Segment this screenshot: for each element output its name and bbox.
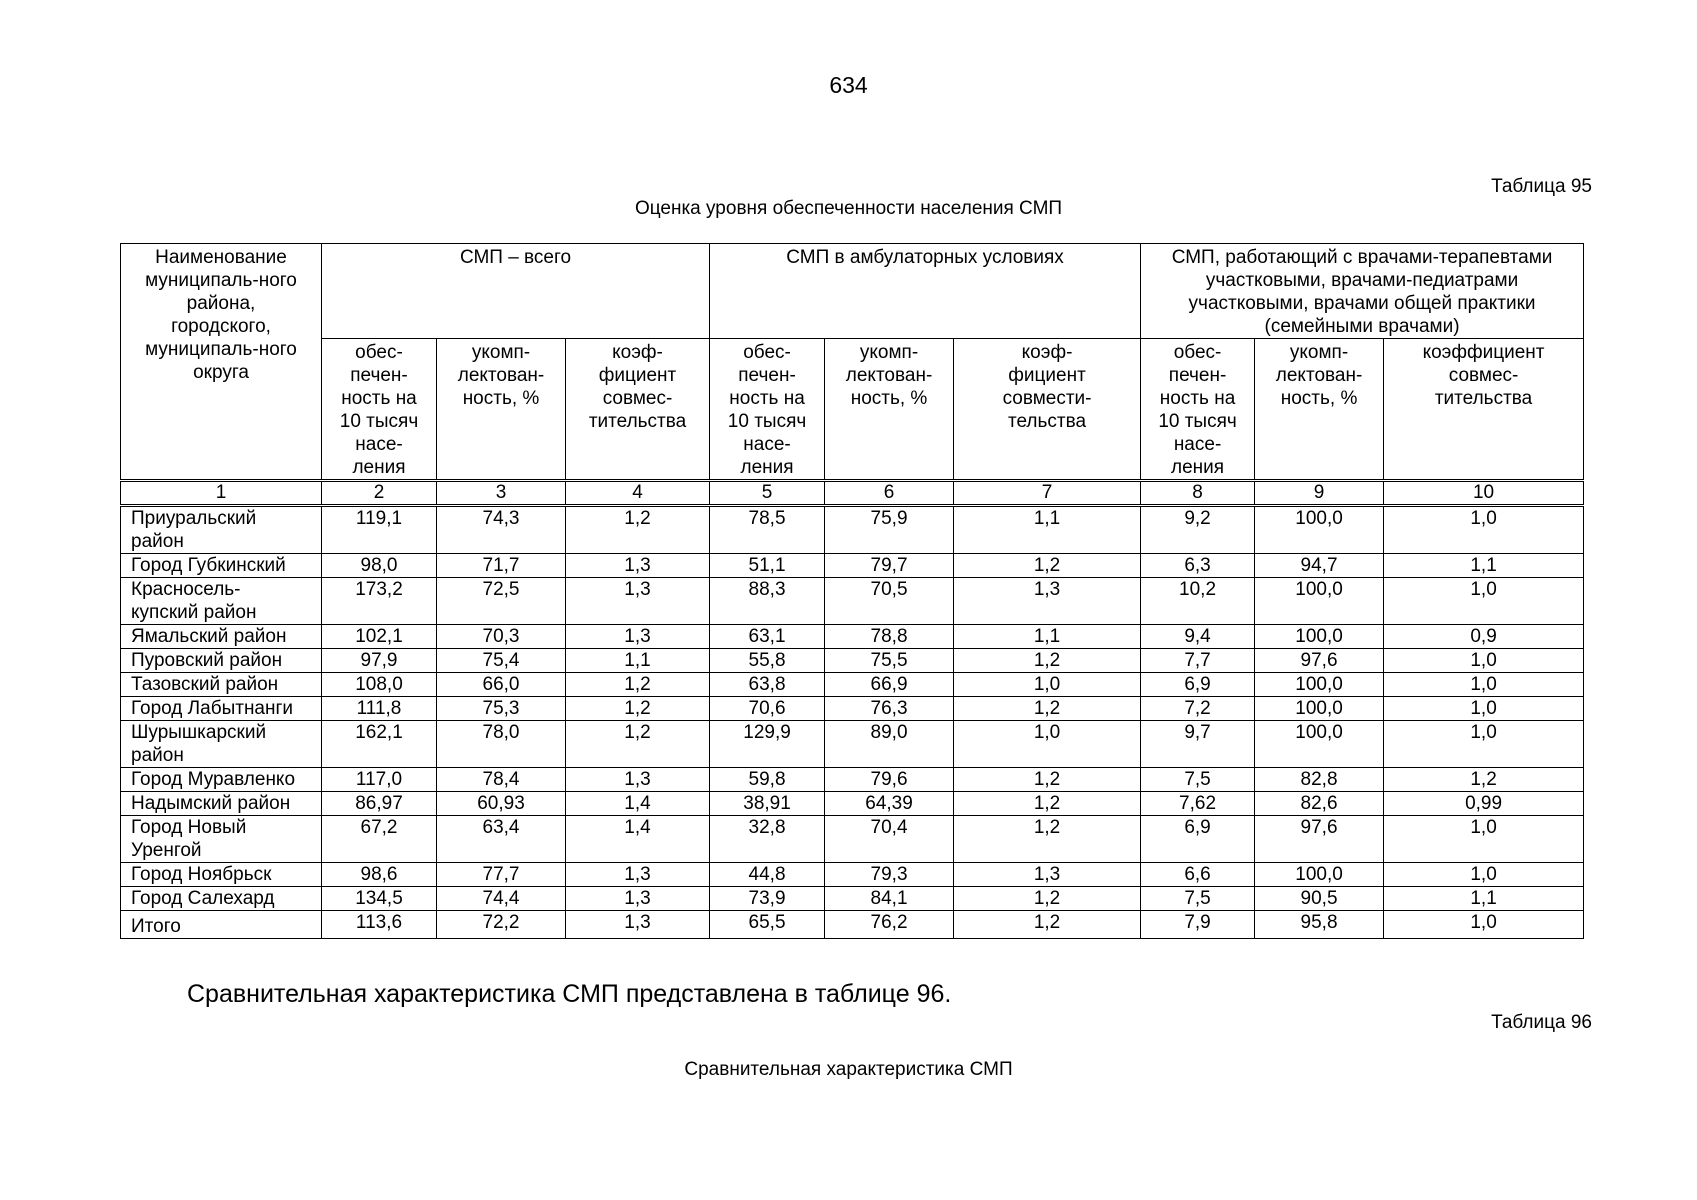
row-value-cell: 78,5 (710, 506, 825, 554)
cell-text-line: ления (740, 457, 794, 478)
row-value-cell: 71,7 (437, 554, 566, 578)
cell-text-line: коэффициент (1422, 342, 1545, 363)
cell-text-line: СМП – всего (459, 247, 572, 268)
subheader-provision-2 (710, 339, 825, 481)
row-value-cell: 63,8 (710, 673, 825, 697)
row-value-cell: 79,6 (825, 768, 954, 792)
cell-text-line: укомп- (859, 342, 919, 363)
cell-text-line: ления (352, 457, 406, 478)
row-value-cell: 1,2 (954, 768, 1141, 792)
cell-text-line: Наименование (155, 247, 287, 268)
row-value-cell: 100,0 (1255, 697, 1384, 721)
cell-text-line: Итого (131, 916, 181, 937)
row-name-cell (121, 792, 322, 816)
row-value-cell: 1,1 (1384, 554, 1584, 578)
row-value-cell: 1,0 (1384, 649, 1584, 673)
row-value-cell: 1,0 (954, 721, 1141, 768)
row-value-cell: 162,1 (322, 721, 437, 768)
cell-text-line: Город Муравленко (131, 769, 296, 790)
row-value-cell: 1,3 (566, 768, 710, 792)
cell-text-line: участковыми, врачами общей практики (1188, 293, 1536, 314)
row-name-cell (121, 863, 322, 887)
row-name-cell (121, 625, 322, 649)
cell-text-line: Уренгой (131, 840, 202, 861)
row-value-cell: 7,62 (1141, 792, 1255, 816)
row-value-cell: 117,0 (322, 768, 437, 792)
cell-text-line: 10 тысяч (339, 411, 419, 432)
row-value-cell: 63,1 (710, 625, 825, 649)
row-value-cell: 100,0 (1255, 625, 1384, 649)
row-name-cell (121, 721, 322, 768)
cell-text-line: Надымский район (131, 793, 291, 814)
row-value-cell: 1,0 (1384, 506, 1584, 554)
row-value-cell: 1,4 (566, 816, 710, 863)
cell-text-line: коэф- (612, 342, 663, 363)
row-value-cell: 1,3 (566, 863, 710, 887)
row-value-cell: 1,0 (1384, 673, 1584, 697)
row-value-cell: 77,7 (437, 863, 566, 887)
cell-text-line: лектован- (845, 365, 933, 386)
row-value-cell: 1,3 (566, 911, 710, 939)
row-value-cell: 7,5 (1141, 768, 1255, 792)
row-value-cell: 1,2 (954, 697, 1141, 721)
row-value-cell: 1,2 (1384, 768, 1584, 792)
row-value-cell: 1,1 (954, 625, 1141, 649)
cell-text-line: района, (186, 293, 256, 314)
row-value-cell: 1,2 (566, 721, 710, 768)
column-number-cell: 7 (954, 481, 1141, 506)
row-value-cell: 38,91 (710, 792, 825, 816)
row-value-cell: 10,2 (1141, 578, 1255, 625)
row-value-cell: 98,0 (322, 554, 437, 578)
subheader-coefficient-3 (1384, 339, 1584, 481)
subheader-coefficient-2 (954, 339, 1141, 481)
header-name-column (121, 244, 322, 481)
cell-text-line: район (131, 531, 184, 552)
row-value-cell: 102,1 (322, 625, 437, 649)
cell-text-line: муниципаль-ного (145, 270, 297, 291)
row-value-cell: 100,0 (1255, 863, 1384, 887)
row-value-cell: 1,0 (1384, 863, 1584, 887)
row-value-cell: 6,9 (1141, 816, 1255, 863)
table-row (121, 887, 1584, 911)
row-value-cell: 1,3 (566, 625, 710, 649)
row-value-cell: 78,4 (437, 768, 566, 792)
subheader-coefficient-1 (566, 339, 710, 481)
cell-text-line: тительства (1434, 388, 1533, 409)
row-value-cell: 9,7 (1141, 721, 1255, 768)
row-name-cell (121, 578, 322, 625)
cell-text-line: печен- (1168, 365, 1227, 386)
cell-text-line: тельства (1008, 411, 1087, 432)
cell-text-line: тительства (588, 411, 687, 432)
row-value-cell: 78,8 (825, 625, 954, 649)
row-value-cell: 100,0 (1255, 673, 1384, 697)
row-value-cell: 1,0 (1384, 911, 1584, 939)
row-value-cell: 134,5 (322, 887, 437, 911)
cell-text-line: насе- (355, 434, 403, 455)
row-value-cell: 113,6 (322, 911, 437, 939)
row-value-cell: 1,0 (1384, 578, 1584, 625)
row-value-cell: 78,0 (437, 721, 566, 768)
body-paragraph: Сравнительная характеристика СМП представлена в таблице 96. (187, 980, 952, 1008)
subheader-staffing-3 (1255, 339, 1384, 481)
row-value-cell: 70,3 (437, 625, 566, 649)
page-number: 634 (829, 72, 868, 98)
cell-text-line: Город Губкинский (131, 555, 286, 576)
row-value-cell: 1,2 (566, 506, 710, 554)
row-name-cell (121, 697, 322, 721)
subheader-staffing-2 (825, 339, 954, 481)
row-name-cell (121, 768, 322, 792)
row-value-cell: 75,9 (825, 506, 954, 554)
row-value-cell: 1,1 (566, 649, 710, 673)
cell-text-line: насе- (1173, 434, 1222, 455)
row-value-cell: 75,4 (437, 649, 566, 673)
row-value-cell: 7,9 (1141, 911, 1255, 939)
header-group-smp-total (322, 244, 710, 339)
cell-text-line: обес- (743, 342, 791, 363)
header-row-groups (121, 244, 1584, 339)
cell-text-line: СМП, работающий с врачами-терапевтами (1171, 247, 1553, 268)
cell-text-line: обес- (355, 342, 403, 363)
header-row-column-numbers (121, 481, 1584, 506)
row-value-cell: 74,3 (437, 506, 566, 554)
row-value-cell: 60,93 (437, 792, 566, 816)
column-number-cell: 8 (1141, 481, 1255, 506)
column-number-cell: 2 (322, 481, 437, 506)
table-96-title: Сравнительная характеристика СМП (684, 1059, 1013, 1080)
cell-text-line: Красносель- (131, 579, 241, 600)
row-value-cell: 67,2 (322, 816, 437, 863)
cell-text-line: ность на (729, 388, 805, 409)
cell-text-line: ность, % (1280, 388, 1358, 409)
row-value-cell: 76,3 (825, 697, 954, 721)
column-number-cell: 9 (1255, 481, 1384, 506)
row-name-cell (121, 887, 322, 911)
row-name-cell (121, 506, 322, 554)
row-value-cell: 1,3 (566, 554, 710, 578)
cell-text-line: муниципаль-ного (145, 339, 297, 360)
row-value-cell: 65,5 (710, 911, 825, 939)
row-value-cell: 7,2 (1141, 697, 1255, 721)
cell-text-line: Пуровский район (131, 650, 283, 671)
header-group-smp-outpatient (710, 244, 1141, 339)
table-row (121, 625, 1584, 649)
cell-text-line: совмес- (1448, 365, 1519, 386)
row-value-cell: 59,8 (710, 768, 825, 792)
cell-text-line: (семейными врачами) (1264, 316, 1460, 337)
cell-text-line: 10 тысяч (727, 411, 807, 432)
cell-text-line: Город Салехард (131, 888, 275, 909)
row-value-cell: 1,2 (954, 887, 1141, 911)
cell-text-line: лектован- (1275, 365, 1363, 386)
cell-text-line: район (131, 745, 184, 766)
table-95-label: Таблица 95 (1491, 176, 1592, 197)
column-number-cell: 6 (825, 481, 954, 506)
row-value-cell: 1,2 (954, 554, 1141, 578)
row-value-cell: 64,39 (825, 792, 954, 816)
row-value-cell: 70,5 (825, 578, 954, 625)
row-name-cell (121, 911, 322, 939)
row-value-cell: 1,0 (1384, 816, 1584, 863)
table-row (121, 863, 1584, 887)
cell-text-line: укомп- (471, 342, 531, 363)
row-value-cell: 94,7 (1255, 554, 1384, 578)
cell-text-line: ления (1171, 457, 1225, 478)
row-value-cell: 1,2 (954, 911, 1141, 939)
cell-text-line: печен- (350, 365, 408, 386)
row-value-cell: 108,0 (322, 673, 437, 697)
cell-text-line: ность, % (850, 388, 928, 409)
table-row (121, 554, 1584, 578)
row-value-cell: 66,0 (437, 673, 566, 697)
cell-text-line: ность, % (462, 388, 540, 409)
table-row (121, 578, 1584, 625)
cell-text-line: печен- (738, 365, 796, 386)
cell-text-line: совмести- (1002, 388, 1092, 409)
cell-text-line: Ямальский район (131, 626, 287, 647)
row-value-cell: 82,6 (1255, 792, 1384, 816)
cell-text-line: Город Ноябрьск (131, 864, 272, 885)
row-name-cell (121, 649, 322, 673)
row-value-cell: 74,4 (437, 887, 566, 911)
table-row (121, 911, 1584, 939)
cell-text-line: ность на (1159, 388, 1236, 409)
row-value-cell: 97,9 (322, 649, 437, 673)
subheader-provision-3 (1141, 339, 1255, 481)
cell-text-line: участковыми, врачами-педиатрами (1205, 270, 1519, 291)
row-value-cell: 100,0 (1255, 578, 1384, 625)
row-value-cell: 90,5 (1255, 887, 1384, 911)
row-value-cell: 70,6 (710, 697, 825, 721)
row-value-cell: 1,1 (1384, 887, 1584, 911)
column-number-cell: 4 (566, 481, 710, 506)
row-value-cell: 84,1 (825, 887, 954, 911)
row-value-cell: 97,6 (1255, 649, 1384, 673)
row-value-cell: 7,5 (1141, 887, 1255, 911)
column-number-cell: 5 (710, 481, 825, 506)
row-value-cell: 1,3 (566, 887, 710, 911)
cell-text-line: коэф- (1021, 342, 1073, 363)
row-value-cell: 98,6 (322, 863, 437, 887)
row-value-cell: 1,3 (954, 578, 1141, 625)
table-row (121, 649, 1584, 673)
table-95-title: Оценка уровня обеспеченности населения СМП (634, 198, 1063, 219)
row-value-cell: 44,8 (710, 863, 825, 887)
cell-text-line: обес- (1173, 342, 1222, 363)
row-value-cell: 1,3 (954, 863, 1141, 887)
row-value-cell: 1,2 (954, 816, 1141, 863)
row-value-cell: 0,99 (1384, 792, 1584, 816)
column-number-cell: 3 (437, 481, 566, 506)
row-value-cell: 1,3 (566, 578, 710, 625)
cell-text-line: укомп- (1289, 342, 1349, 363)
row-value-cell: 9,4 (1141, 625, 1255, 649)
row-value-cell: 75,5 (825, 649, 954, 673)
subheader-staffing-1 (437, 339, 566, 481)
row-value-cell: 79,7 (825, 554, 954, 578)
row-value-cell: 1,0 (1384, 721, 1584, 768)
cell-text-line: насе- (743, 434, 791, 455)
row-value-cell: 66,9 (825, 673, 954, 697)
subheader-provision-1 (322, 339, 437, 481)
row-value-cell: 79,3 (825, 863, 954, 887)
table-row (121, 721, 1584, 768)
row-name-cell (121, 673, 322, 697)
row-name-cell (121, 554, 322, 578)
header-group-smp-with-doctors (1141, 244, 1584, 339)
table-row (121, 506, 1584, 554)
cell-text-line: округа (193, 362, 249, 383)
row-value-cell: 82,8 (1255, 768, 1384, 792)
row-value-cell: 32,8 (710, 816, 825, 863)
cell-text-line: городского, (171, 316, 271, 337)
row-value-cell: 73,9 (710, 887, 825, 911)
column-number-cell: 10 (1384, 481, 1584, 506)
table-95-body (121, 506, 1584, 939)
row-value-cell: 88,3 (710, 578, 825, 625)
cell-text-line: 10 тысяч (1158, 411, 1237, 432)
row-value-cell: 1,0 (1384, 697, 1584, 721)
table-95-header (121, 244, 1584, 506)
cell-text-line: ность на (341, 388, 417, 409)
row-value-cell: 6,9 (1141, 673, 1255, 697)
row-value-cell: 1,2 (954, 649, 1141, 673)
row-value-cell: 0,9 (1384, 625, 1584, 649)
row-value-cell: 6,3 (1141, 554, 1255, 578)
row-value-cell: 100,0 (1255, 506, 1384, 554)
row-value-cell: 6,6 (1141, 863, 1255, 887)
row-value-cell: 173,2 (322, 578, 437, 625)
header-row-subcolumns (121, 339, 1584, 481)
cell-text-line: фициент (1008, 365, 1086, 386)
row-value-cell: 95,8 (1255, 911, 1384, 939)
cell-text-line: совмес- (602, 388, 673, 409)
table-row (121, 816, 1584, 863)
table-row (121, 697, 1584, 721)
column-number-cell: 1 (121, 481, 322, 506)
row-value-cell: 63,4 (437, 816, 566, 863)
row-value-cell: 1,2 (954, 792, 1141, 816)
row-value-cell: 129,9 (710, 721, 825, 768)
row-value-cell: 119,1 (322, 506, 437, 554)
table-row (121, 792, 1584, 816)
row-value-cell: 111,8 (322, 697, 437, 721)
table-row (121, 768, 1584, 792)
cell-text-line: купский район (131, 602, 257, 623)
table-95 (120, 243, 1584, 939)
row-value-cell: 75,3 (437, 697, 566, 721)
cell-text-line: фициент (598, 365, 677, 386)
row-value-cell: 1,0 (954, 673, 1141, 697)
row-value-cell: 72,2 (437, 911, 566, 939)
cell-text-line: СМП в амбулаторных условиях (786, 247, 1064, 268)
cell-text-line: Город Новый (131, 817, 247, 838)
row-value-cell: 72,5 (437, 578, 566, 625)
cell-text-line: Шурышкарский (131, 722, 267, 743)
row-value-cell: 51,1 (710, 554, 825, 578)
cell-text-line: Приуральский (131, 508, 257, 529)
row-value-cell: 55,8 (710, 649, 825, 673)
row-value-cell: 86,97 (322, 792, 437, 816)
row-value-cell: 1,2 (566, 697, 710, 721)
row-name-cell (121, 816, 322, 863)
row-value-cell: 1,1 (954, 506, 1141, 554)
row-value-cell: 100,0 (1255, 721, 1384, 768)
row-value-cell: 9,2 (1141, 506, 1255, 554)
cell-text-line: лектован- (457, 365, 545, 386)
cell-text-line: Тазовский район (131, 674, 279, 695)
row-value-cell: 1,2 (566, 673, 710, 697)
table-row (121, 673, 1584, 697)
row-value-cell: 70,4 (825, 816, 954, 863)
row-value-cell: 97,6 (1255, 816, 1384, 863)
table-96-label: Таблица 96 (1491, 1012, 1592, 1033)
row-value-cell: 7,7 (1141, 649, 1255, 673)
row-value-cell: 89,0 (825, 721, 954, 768)
cell-text-line: Город Лабытнанги (131, 698, 294, 719)
row-value-cell: 76,2 (825, 911, 954, 939)
row-value-cell: 1,4 (566, 792, 710, 816)
